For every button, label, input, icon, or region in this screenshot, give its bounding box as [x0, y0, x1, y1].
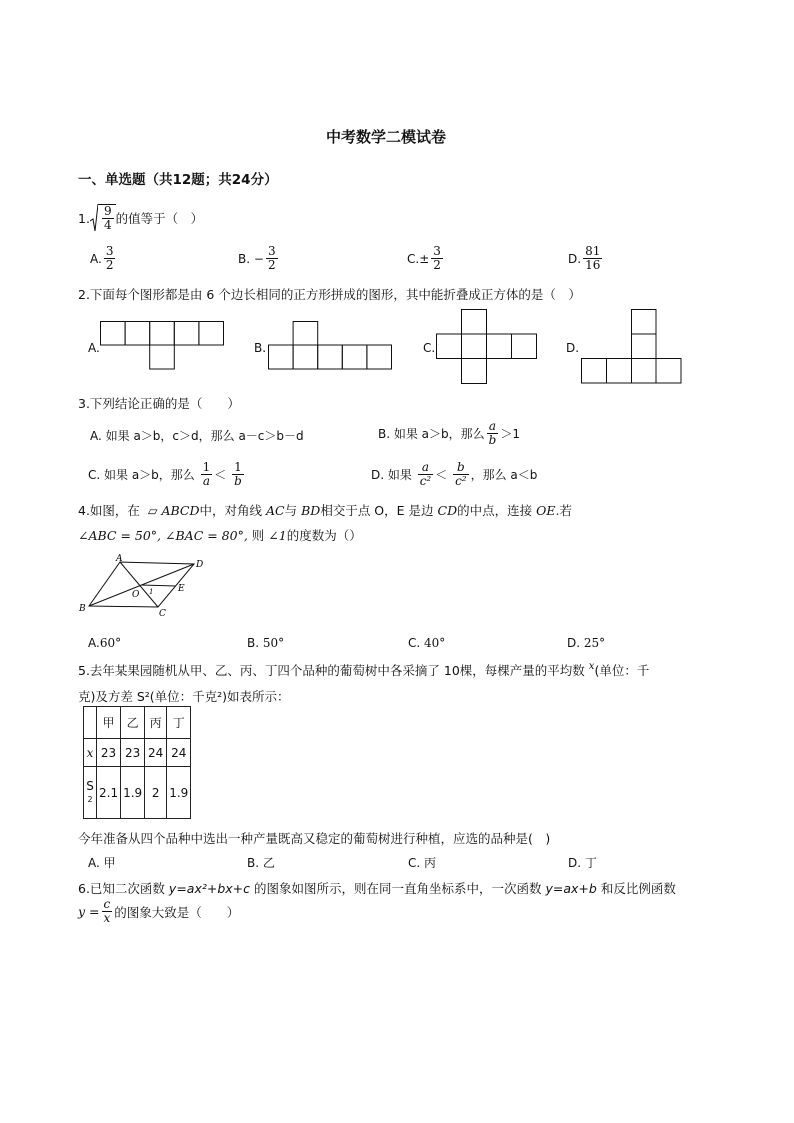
table-cell: 23 [97, 739, 121, 767]
radical-sign-icon [90, 203, 98, 233]
q2-net-a-figure [100, 321, 226, 371]
table-row-label: x [84, 739, 97, 767]
label-o: O [132, 590, 140, 600]
q2-option-d-label[interactable]: D. [566, 341, 580, 355]
question-4-line-1: 4.如图，在 ▱ ABCD中，对角线 AC与 BD相交于点 O，E 是边 CD的中点，连接 OE.若 [78, 503, 572, 518]
q2-option-c-label[interactable]: C. [423, 341, 436, 355]
q4-option-d[interactable]: D. 25° [567, 636, 606, 650]
q4-parallelogram-figure [76, 553, 211, 617]
label-b: B [79, 604, 86, 614]
q1-option-b[interactable]: B. − $\frac{3}{2}$ [238, 244, 276, 272]
table-header-cell [84, 707, 97, 739]
table-header-cell: 丁 [167, 707, 191, 739]
table-cell: 2 [145, 767, 167, 819]
q5-option-b[interactable]: B. 乙 [247, 856, 275, 870]
q1-stem-text: 的值等于（ ） [115, 211, 204, 226]
table-header-cell: 乙 [121, 707, 145, 739]
q1-option-d[interactable]: D. $\frac{81}{16}$ [568, 244, 601, 272]
q4-option-a[interactable]: A.60° [88, 636, 122, 650]
table-header-cell: 甲 [97, 707, 121, 739]
label-e: E [178, 584, 185, 594]
table-row-label: S 2 [84, 767, 97, 819]
q1-number: 1. [78, 210, 90, 226]
question-6-line-2: y = $\frac{c}{x}$ 的图象大致是（ ） [78, 897, 240, 925]
q5-option-d[interactable]: D. 丁 [568, 856, 597, 870]
table-cell: 24 [167, 739, 191, 767]
page-title: 中考数学二模试卷 [326, 128, 447, 146]
q2-net-c-figure [436, 309, 540, 385]
q3-option-d[interactable]: D. 如果 $\frac{a}{\text{c²}}$ ＜ $\frac{b}{\text{c²}}$ ，那么 a＜b [371, 460, 538, 488]
q5-data-table [83, 706, 191, 819]
table-cell: 23 [121, 739, 145, 767]
q2-net-b-figure [268, 321, 394, 371]
q1-option-a[interactable]: A. $\frac{3}{2}$ [90, 244, 114, 272]
question-6-line-1: 6.已知二次函数 y=ax²+bx+c 的图象如图所示，则在同一直角坐标系中，一次函数 y=ax+b 和反比例函数 [78, 881, 676, 896]
q4-option-b[interactable]: B. 50° [247, 636, 285, 650]
table-header-cell: 丙 [145, 707, 167, 739]
label-a: A [116, 554, 123, 564]
q5-option-a[interactable]: A. 甲 [88, 856, 116, 870]
q1-sqrt: $\frac{9}{4}$ [90, 203, 116, 233]
question-5-line-1: 5.去年某果园随机从甲、乙、丙、丁四个品种的葡萄树中各采摘了 10棵，每棵产量的平均数 $^x$(单位：千 [78, 661, 650, 678]
q3-option-a[interactable]: A. 如果 a＞b，c＞d，那么 a－c＞b－d [90, 429, 304, 443]
question-2-stem: 2.下面每个图形都是由 6 个边长相同的正方形拼成的图形，其中能折叠成正方体的是（ ） [78, 287, 581, 302]
q2-option-a-label[interactable]: A. [88, 341, 100, 355]
q2-net-d-figure [581, 309, 683, 384]
label-d: D [196, 560, 204, 570]
table-cell: 1.9 [167, 767, 191, 819]
table-cell: 24 [145, 739, 167, 767]
q3-option-c[interactable]: C. 如果 a＞b，那么 $\frac{1}{a}$ ＜ $\frac{1}{b}$ [88, 460, 242, 488]
question-1-stem [78, 203, 203, 233]
table-cell: 2.1 [97, 767, 121, 819]
table-cell: 1.9 [121, 767, 145, 819]
section-header: 一、单选题（共12题；共24分） [78, 172, 278, 188]
label-c: C [159, 609, 166, 617]
q5-option-c[interactable]: C. 丙 [408, 856, 437, 870]
q4-option-c[interactable]: C. 40° [408, 636, 446, 650]
q1-option-c[interactable]: C. ± $\frac{3}{2}$ [407, 244, 441, 272]
question-5-line-2: 克)及方差 S²(单位：千克²)如表所示： [78, 689, 290, 704]
q2-option-b-label[interactable]: B. [254, 341, 267, 355]
question-5-stem: 今年准备从四个品种中选出一种产量既高又稳定的葡萄树进行种植，应选的品种是( ) [78, 831, 551, 846]
table-row [84, 767, 191, 819]
question-4-line-2: ∠ABC = 50°, ∠BAC = 80°, 则 ∠1的度数为（） [78, 528, 362, 543]
table-row [84, 739, 191, 767]
question-3-stem: 3.下列结论正确的是（ ） [78, 396, 240, 411]
q3-option-b[interactable]: B. 如果 a＞b，那么 $\frac{a}{b}$ ＞1 [378, 419, 520, 447]
table-header-row [84, 707, 191, 739]
label-angle-1: 1 [149, 588, 154, 596]
